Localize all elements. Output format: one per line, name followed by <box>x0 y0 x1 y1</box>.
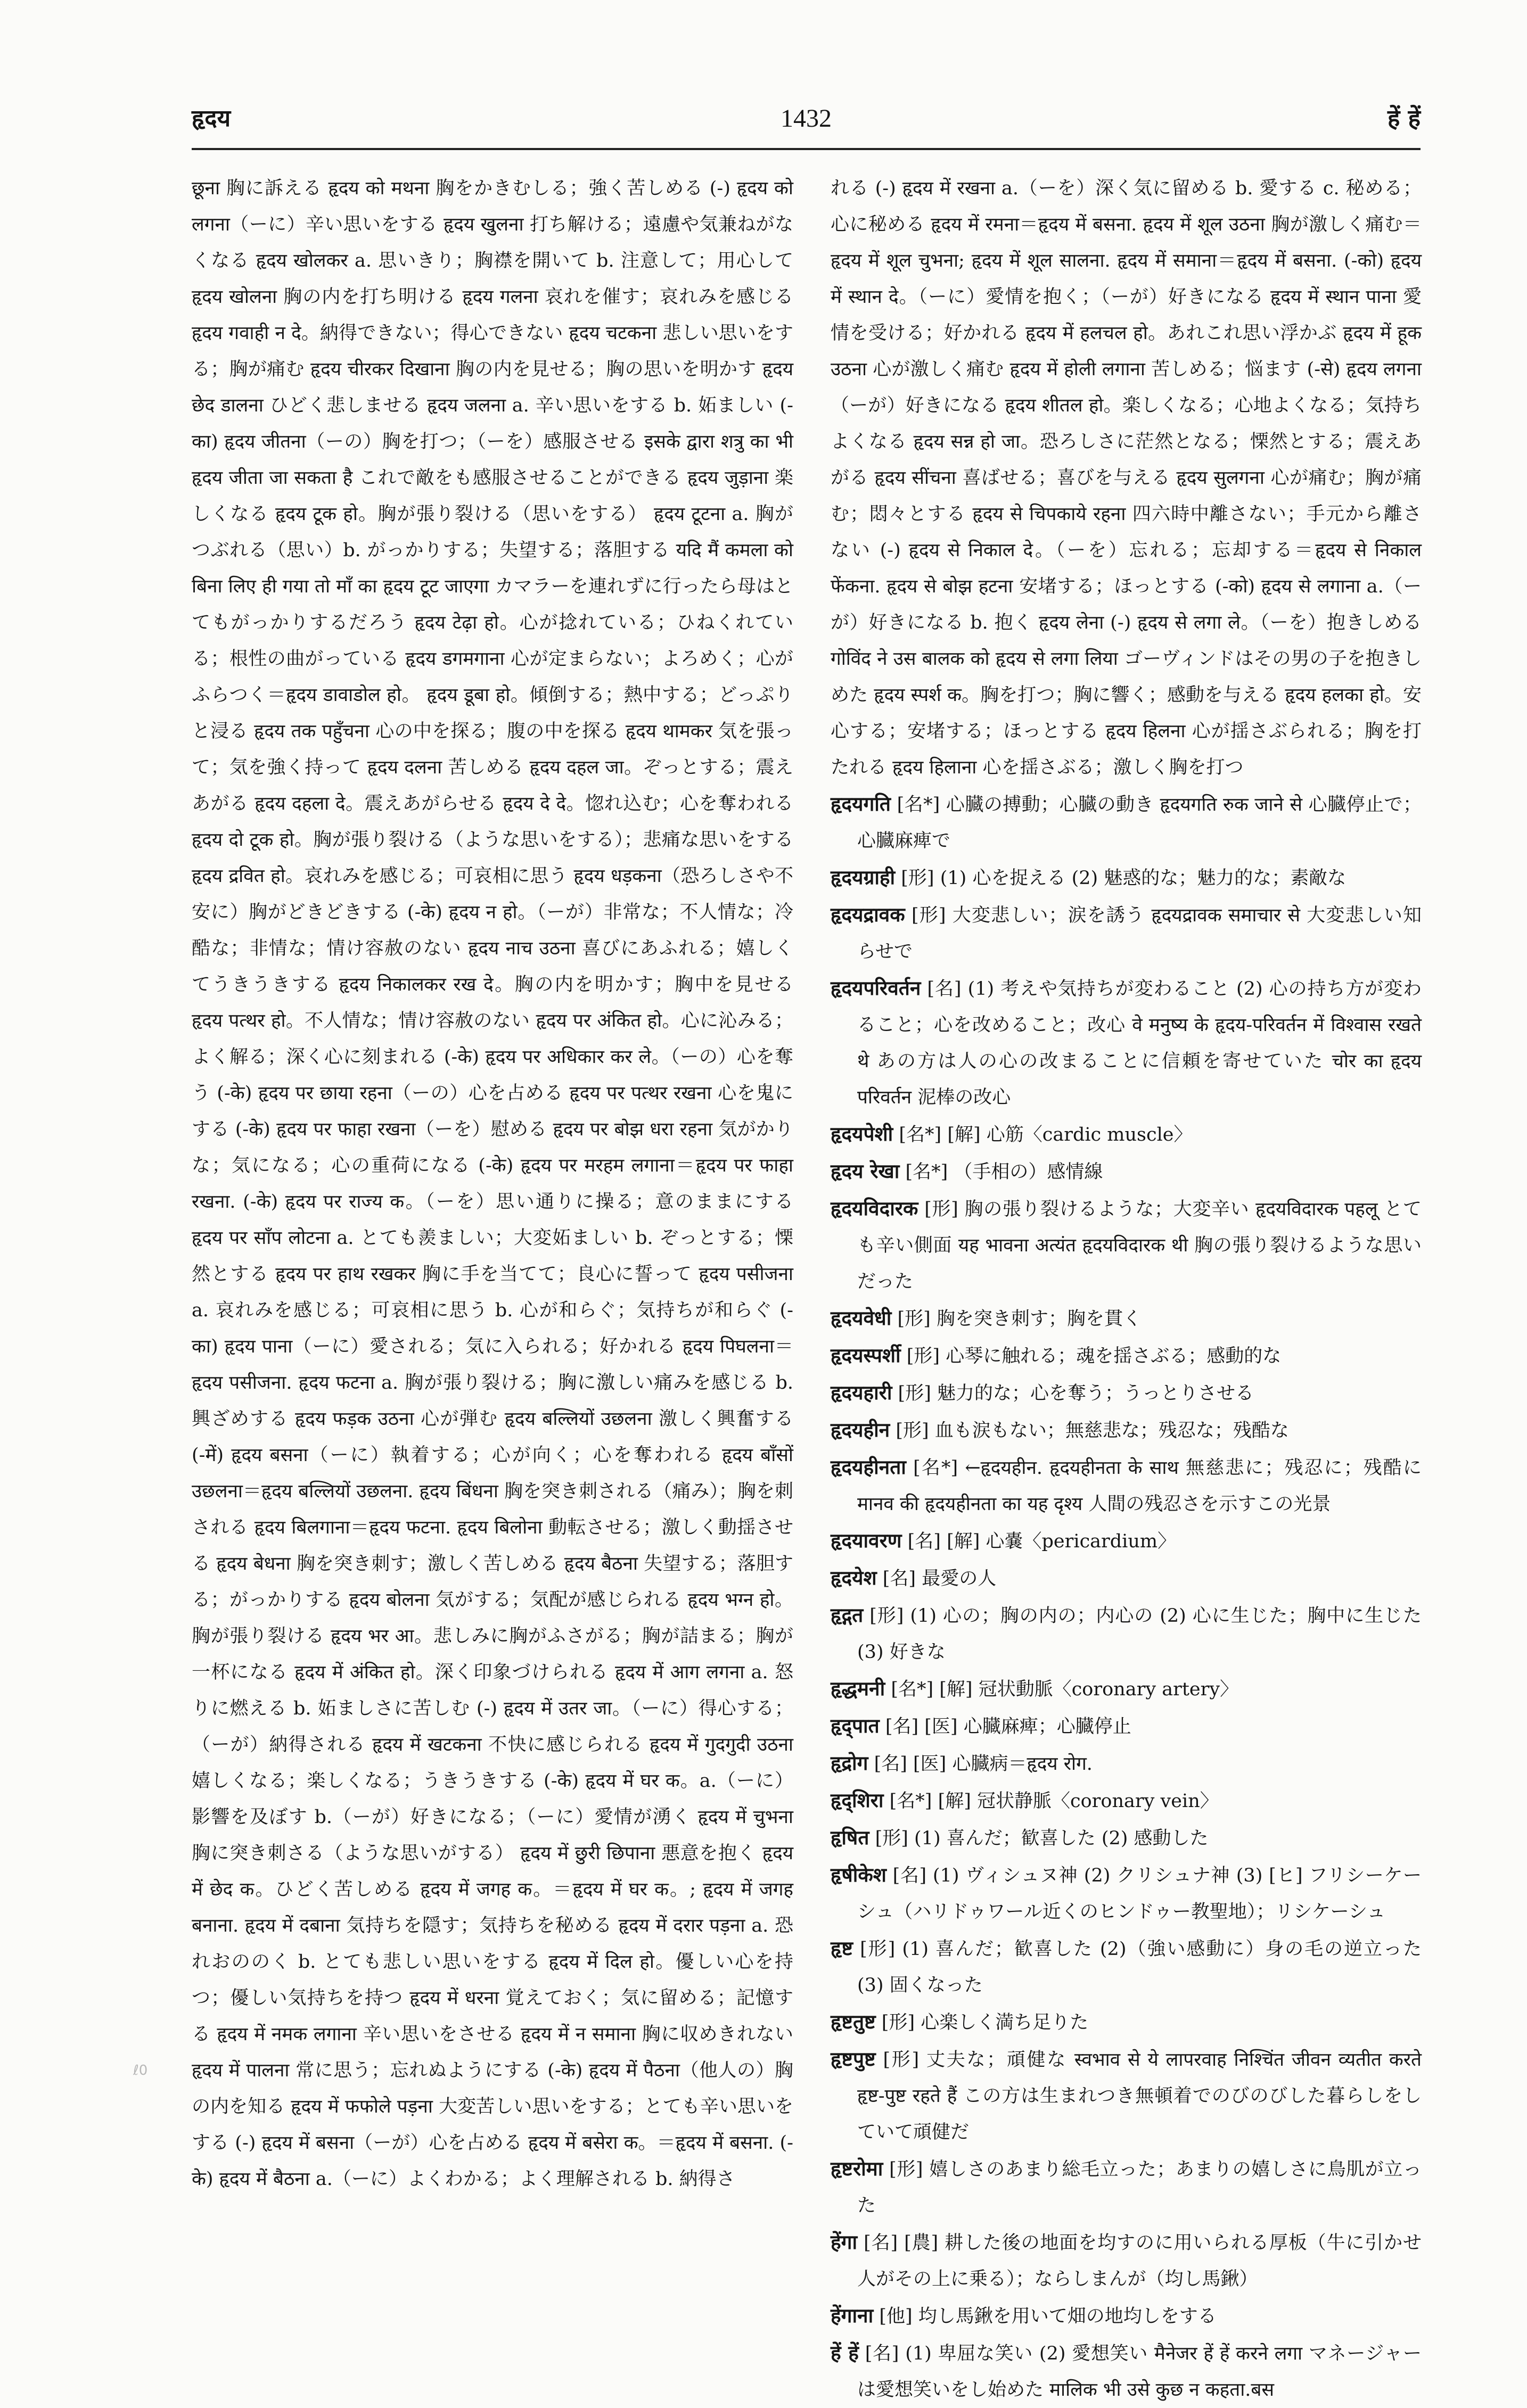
dictionary-entry <box>831 2003 1422 2041</box>
dictionary-entry <box>831 1337 1422 1374</box>
entry-part-of-speech: [名] <box>865 2343 899 2364</box>
dictionary-entry <box>831 1190 1422 1300</box>
entry-headword: हृद्धमनी <box>831 1677 885 1700</box>
right-guide-word: हें हें <box>1387 105 1421 132</box>
entry-part-of-speech: [形] <box>869 1605 904 1627</box>
entry-definition: (1) 卑屈な笑い (2) 愛想笑い मैनेजर हें हें करने लगा マネージャーは愛想笑いをし始めた मालिक भी उसे कुछ न कहता.बस <box>857 2343 1422 2401</box>
entry-definition: [解] 心筋〈cardic muscle〉 <box>947 1124 1193 1145</box>
entry-part-of-speech: [名] <box>885 1716 919 1737</box>
dictionary-entry <box>831 896 1422 970</box>
entry-definition: [解] 心嚢〈pericardium〉 <box>947 1531 1177 1552</box>
entry-headword: हृदय रेखा <box>831 1159 900 1183</box>
entry-definition: 丈夫な；頑健な स्वभाव से ये लापरवाह निश्चिंत जीवन व्यतीत करते हृष्ट-पुष्ट रहते हैं この方は生まれつき無頓着でのびのびした暮らしをしていて頑健だ <box>857 2049 1422 2143</box>
running-head <box>192 95 1421 143</box>
entry-part-of-speech: [名] <box>882 1568 916 1589</box>
margin-mark: ℓ0 <box>133 2063 148 2079</box>
entry-part-of-speech: [形] <box>897 1308 931 1330</box>
entry-part-of-speech: [形] <box>881 2012 915 2033</box>
entry-part-of-speech: [形] <box>898 1383 931 1404</box>
entry-definition: 嬉しさのあまり総毛立った；あまりの嬉しさに鳥肌が立った <box>857 2159 1422 2216</box>
dictionary-entry <box>831 1745 1422 1782</box>
entry-headword: हृद्गत <box>831 1603 864 1627</box>
entry-headword: हें हें <box>831 2341 859 2364</box>
dictionary-entry <box>831 1116 1422 1153</box>
dictionary-entry <box>831 1670 1422 1708</box>
dictionary-entry <box>831 1708 1422 1745</box>
entry-definition: 血も涙もない；無慈悲な；残忍な；残酷な <box>934 1420 1289 1441</box>
right-column <box>831 170 1422 2401</box>
entry-definition: (1) 考えや気持ちが変わること (2) 心の持ち方が変わること；心を改めること；改心 वे मनुष्य के हृदय-परिवर्तन में विश्वास रखते थे あの方は人の心の改まることに信頼を寄せていた चोर का हृदय परिवर्तन 泥棒の改心 <box>857 978 1422 1108</box>
entry-headword: हृष्टपुष्ट <box>831 2047 876 2071</box>
entry-part-of-speech: [名*] <box>897 794 940 815</box>
entry-definition: [農] 耕した後の地面を均すのに用いられる厚板（牛に引かせ人がその上に乗る）；ならしまんが（均し馬鍬） <box>857 2232 1422 2290</box>
dictionary-entry <box>831 1930 1422 2003</box>
entry-part-of-speech: [形] <box>906 1346 940 1367</box>
entry-part-of-speech: [名*] <box>913 1457 958 1479</box>
entry-headword: हृदयावरण <box>831 1529 902 1552</box>
entry-headword: हृदयस्पर्शी <box>831 1343 901 1367</box>
dictionary-entry <box>831 970 1422 1116</box>
entry-part-of-speech: [形] <box>924 1199 958 1220</box>
entry-definition: 心楽しく満ち足りた <box>921 2012 1089 2033</box>
dictionary-entry <box>831 1300 1422 1337</box>
entry-definition: （手相の）感情線 <box>954 1161 1103 1183</box>
entry-headword: हृषीकेश <box>831 1863 886 1886</box>
entry-part-of-speech: [形] <box>860 1939 896 1960</box>
entry-definition: (1) 喜んだ；歓喜した (2) 感動した <box>914 1828 1209 1849</box>
entry-headword: हृदयपेशी <box>831 1122 893 1145</box>
entry-headword: हृदयपरिवर्तन <box>831 976 921 1000</box>
entry-part-of-speech: [名*] <box>891 1679 934 1700</box>
entry-headword: हृदयेश <box>831 1566 877 1589</box>
entry-definition: (1) 心を捉える (2) 魅惑的な；魅力的な；素敵な <box>940 868 1347 889</box>
entry-headword: हृदयहीनता <box>831 1455 906 1479</box>
dictionary-entry <box>831 2335 1422 2408</box>
left-guide-word: हृदय <box>192 105 231 132</box>
entry-headword: हृदयद्रावक <box>831 903 905 926</box>
dictionary-entry <box>831 2150 1422 2224</box>
entry-headword: हेंगाना <box>831 2304 874 2327</box>
dictionary-entry <box>831 1374 1422 1412</box>
entry-part-of-speech: [形] <box>889 2159 923 2180</box>
dictionary-entry <box>831 1522 1422 1560</box>
entry-part-of-speech: [名] <box>864 2232 898 2254</box>
left-column <box>192 170 793 2190</box>
entry-part-of-speech: [形] <box>896 1420 929 1441</box>
dictionary-entry <box>831 1153 1422 1190</box>
entry-definition: 最愛の人 <box>922 1568 997 1589</box>
entry-definition: 心琴に触れる；魂を揺さぶる；感動的な <box>946 1346 1282 1367</box>
entry-part-of-speech: [名] <box>927 978 962 1000</box>
entry-headword: हृष्ट <box>831 1936 853 1960</box>
entry-part-of-speech: [名] <box>892 1865 927 1886</box>
dictionary-entry <box>831 786 1422 859</box>
entry-definition: (1) 心の；胸の内の；内心の (2) 心に生じた；胸中に生じた (3) 好きな <box>857 1605 1422 1663</box>
entry-definition: 心臓の搏動；心臓の動き हृदयगति रुक जाने से 心臓停止で；心臓麻痺で <box>857 794 1422 852</box>
entry-headword: हृदयहारी <box>831 1381 892 1404</box>
entry-definition: [解] 冠状動脈〈coronary artery〉 <box>939 1679 1239 1700</box>
entry-part-of-speech: [名] <box>907 1531 941 1552</box>
entry-headword: हृदयहीन <box>831 1418 890 1441</box>
entry-part-of-speech: [形] <box>875 1828 908 1849</box>
entry-definition: [解] 冠状静脈〈coronary vein〉 <box>938 1791 1219 1812</box>
entry-headword: हृष्टतुष्ट <box>831 2010 876 2033</box>
dictionary-entry <box>831 1857 1422 1930</box>
entry-headword: हृदयवेधी <box>831 1306 892 1330</box>
continued-entry-text: छूना 胸に訴える हृदय को मथना 胸をかきむしる；強く苦しめる (-) हृदय को लगना（ーに）辛い思いをする हृदय खुलना 打ち解ける；遠慮や気兼ねがなくなる हृदय खोलकर a. 思いきり；胸襟を開いて b. 注意して；用心して हृदय खोलना 胸の内を打ち明ける हृदय गलना 哀れを催す；哀れみを感じる हृदय गवाही न दे。納得できない；得心できない हृदय चटकना 悲しい思いをする；胸が痛む हृदय चीरकर दिखाना 胸の内を見せる；胸の思いを明かす हृदय छेद डालना ひどく悲しませる हृदय जलना a. 辛い思いをする b. 妬ましい (-का) हृदय जीतना（ーの）胸を打つ；（ーを）感服させる इसके द्वारा शत्रु का भी हृदय जीता जा सकता है これで敵をも感服させることができる हृदय जुड़ाना 楽しくなる हृदय टूक हो。胸が張り裂ける（思いをする） हृदय टूटना a. 胸がつぶれる（思い）b. がっかりする；失望する；落胆する यदि मैं कमला को बिना लिए ही गया तो माँ का हृदय टूट जाएगा カマラーを連れずに行ったら母はとてもがっかりするだろう हृदय टेढ़ा हो。心が捻れている；ひねくれている；根性の曲がっている हृदय डगमगाना 心が定まらない；よろめく；心がふらつく＝हृदय डावाडोल हो。 हृदय डूबा हो。傾倒する；熱中する；どっぷりと浸る हृदय तक पहुँचना 心の中を探る；腹の中を探る हृदय थामकर 気を張って；気を強く持って हृदय दलना 苦しめる हृदय दहल जा。ぞっとする；震えあがる हृदय दहला दे。震えあがらせる हृदय दे दे。惚れ込む；心を奪われる हृदय दो टूक हो。胸が張り裂ける（ような思いをする）；悲痛な思いをする हृदय द्रवित हो。哀れみを感じる；可哀相に思う हृदय धड़कना（恐ろしさや不安に）胸がどきどきする (-के) हृदय न हो。（ーが）非常な；不人情な；冷酷な；非情な；情け容赦のない हृदय नाच उठना 喜びにあふれる；嬉しくてうきうきする हृदय निकालकर रख दे。胸の内を明かす；胸中を見せる हृदय पत्थर हो。不人情な；情け容赦のない हृदय पर अंकित हो。心に沁みる；よく解る；深く心に刻まれる (-के) हृदय पर अधिकार कर ले。（ーの）心を奪う (-के) हृदय पर छाया रहना（ーの）心を占める हृदय पर पत्थर रखना 心を鬼にする (-के) हृदय पर फाहा रखना（ーを）慰める हृदय पर बोझ धरा रहना 気がかりな；気になる；心の重荷になる (-के) हृदय पर मरहम लगाना＝हृदय पर फाहा रखना. (-के) हृदय पर राज्य क。（ーを）思い通りに操る；意のままにする हृदय पर साँप लोटना a. とても羨ましい；大変妬ましい b. ぞっとする；慄然とする हृदय पर हाथ रखकर 胸に手を当てて；良心に誓って हृदय पसीजना a. 哀れみを感じる；可哀相に思う b. 心が和らぐ；気持ちが和らぐ (-का) हृदय पाना（ーに）愛される；気に入られる；好かれる हृदय पिघलना＝हृदय पसीजना. हृदय फटना a. 胸が張り裂ける；胸に激しい痛みを感じる b. 興ざめする हृदय फड़क उठना 心が弾む हृदय बल्लियों उछलना 激しく興奮する (-में) हृदय बसना（ーに）執着する；心が向く；心を奪われる हृदय बाँसों उछलना＝हृदय बल्लियों उछलना. हृदय बिंधना 胸を突き刺される（痛み）；胸を刺される हृदय बिलगाना＝हृदय फटना. हृदय बिलोना 動転させる；激しく動揺させる हृदय बेधना 胸を突き刺す；激しく苦しめる हृदय बैठना 失望する；落胆する；がっかりする हृदय बोलना 気がする；気配が感じられる हृदय भग्न हो。胸が張り裂ける हृदय भर आ。悲しみに胸がふさがる；胸が詰まる；胸が一杯になる हृदय में अंकित हो。深く印象づけられる हृदय में आग लगना a. 怒りに燃える b. 妬ましさに苦しむ (-) हृदय में उतर जा。（ーに）得心する；（ーが）納得される हृदय में खटकना 不快に感じられる हृदय में गुदगुदी उठना 嬉しくなる；楽しくなる；うきうきする (-के) हृदय में घर क。a.（ーに）影響を及ぼす b.（ーが）好きになる；（ーに）愛情が湧く हृदय में चुभना 胸に突き刺さる（ような思いがする） हृदय में छुरी छिपाना 悪意を抱く हृदय में छेद क。ひどく苦しめる हृदय में जगह क。＝हृदय में घर क。; हृदय में जगह बनाना. हृदय में दबाना 気持ちを隠す；気持ちを秘める हृदय में दरार पड़ना a. 恐れおののく b. とても悲しい思いをする हृदय में दिल हो。優しい心を持つ；優しい気持ちを持つ हृदय में धरना 覚えておく；気に留める；記憶する हृदय में नमक लगाना 辛い思いをさせる हृदय में न समाना 胸に収めきれない हृदय में पालना 常に思う；忘れぬようにする (-के) हृदय में पैठना（他人の）胸の内を知る हृदय में फफोले पड़ना 大変苦しい思いをする；とても辛い思いをする (-) हृदय में बसना（ーが）心を占める हृदय में बसेरा क。＝हृदय में बसना. (-के) हृदय में बैठना a.（ーに）よくわかる；よく理解される b. 納得さ <box>192 178 793 2190</box>
entry-headword: हृदयगति <box>831 792 891 815</box>
dictionary-entry <box>831 1449 1422 1522</box>
entry-list <box>831 786 1422 2408</box>
dictionary-entry <box>831 1560 1422 1597</box>
entry-headword: हृष्टरोमा <box>831 2157 883 2180</box>
entry-definition: 均し馬鍬を用いて畑の地均しをする <box>918 2306 1217 2327</box>
entry-headword: हृषित <box>831 1826 869 1849</box>
entry-definition: 胸の張り裂けるような；大変辛い हृदयविदारक पहलू とても辛い側面 यह भावना अत्यंत हृदयविदारक थी 胸の張り裂けるような思いだった <box>857 1199 1422 1292</box>
dictionary-entry <box>831 2224 1422 2297</box>
entry-definition: 大変悲しい；涙を誘う हृदयद्रावक समाचार से 大変悲しい知らせで <box>857 905 1422 962</box>
continued-entry-text: れる (-) हृदय में रखना a.（ーを）深く気に留める b. 愛する c. 秘める；心に秘める हृदय में रमना＝हृदय में बसना. हृदय में शूल उठना 胸が激しく痛む＝हृदय में शूल चुभना; हृदय में शूल सालना. हृदय में समाना＝हृदय में बसना. (-को) हृदय में स्थान दे。（ーに）愛情を抱く；（ーが）好きになる हृदय में स्थान पाना 愛情を受ける；好かれる हृदय में हलचल हो。あれこれ思い浮かぶ हृदय में हूक उठना 心が激しく痛む हृदय में होली लगाना 苦しめる；悩ます (-से) हृदय लगना（ーが）好きになる हृदय शीतल हो。楽しくなる；心地よくなる；気持ちよくなる हृदय सन्न हो जा。恐ろしさに茫然となる；慄然とする；震えあがる हृदय सींचना 喜ばせる；喜びを与える हृदय सुलगना 心が痛む；胸が痛む；悶々とする हृदय से चिपकाये रहना 四六時中離さない；手元から離さない (-) हृदय से निकाल दे。（ーを）忘れる；忘却する＝हृदय से निकाल फेंकना. हृदय से बोझ हटना 安堵する；ほっとする (-को) हृदय से लगाना a.（ーが）好きになる b. 抱く हृदय लेना (-) हृदय से लगा ले。（ーを）抱きしめる गोविंद ने उस बालक को हृदय से लगा लिया ゴーヴィンドはその男の子を抱きしめた हृदय स्पर्श क。胸を打つ；胸に響く；感動を与える हृदय हलका हो。安心する；安堵する；ほっとする हृदय हिलना 心が揺さぶられる；胸を打たれる हृदय हिलाना 心を揺さぶる；激しく胸を打つ <box>831 178 1422 778</box>
entry-part-of-speech: [形] <box>901 868 934 889</box>
entry-headword: हृद्शिरा <box>831 1788 884 1812</box>
entry-definition: 魅力的な；心を奪う；うっとりさせる <box>937 1383 1254 1404</box>
entry-part-of-speech: [名*] <box>899 1124 942 1145</box>
entry-definition: (1) 喜んだ；歓喜した (2)（強い感動に）身の毛の逆立った (3) 固くなった <box>857 1939 1422 1996</box>
page-number: 1432 <box>781 104 832 133</box>
entry-headword: हृदयविदारक <box>831 1197 918 1220</box>
dictionary-entry <box>831 2041 1422 2150</box>
header-rule <box>192 148 1421 150</box>
dictionary-entry <box>831 1597 1422 1670</box>
entry-part-of-speech: [形] <box>883 2049 920 2071</box>
entry-part-of-speech: [名] <box>874 1753 907 1775</box>
entry-part-of-speech: [名*] <box>905 1161 948 1183</box>
entry-definition: 胸を突き刺す；胸を貫く <box>936 1308 1142 1330</box>
entry-part-of-speech: [名*] <box>889 1791 932 1812</box>
entry-part-of-speech: [形] <box>911 905 946 926</box>
entry-headword: हृद्रोग <box>831 1751 868 1775</box>
entry-definition: [医] 心臓麻痺；心臓停止 <box>924 1716 1131 1737</box>
dictionary-entry <box>831 859 1422 896</box>
dictionary-entry <box>831 1782 1422 1819</box>
entry-definition: ←हृदयहीन. हृदयहीनता के साथ 無慈悲に；残忍に；残酷に मानव की हृदयहीनता का यह दृश्य 人間の残忍さを示すこの光景 <box>857 1457 1422 1515</box>
dictionary-entry <box>831 2297 1422 2335</box>
dictionary-entry <box>831 1819 1422 1857</box>
entry-headword: हृद्पात <box>831 1714 880 1737</box>
entry-definition: (1) ヴィシュヌ神 (2) クリシュナ神 (3) [ヒ] フリシーケーシュ（ハリドゥワール近くのヒンドゥー教聖地）；リシケーシュ <box>857 1865 1422 1923</box>
entry-part-of-speech: [他] <box>879 2306 913 2327</box>
entry-headword: हृदयग्राही <box>831 865 896 889</box>
dictionary-entry <box>831 1412 1422 1449</box>
entry-definition: [医] 心臓病＝हृदय रोग. <box>913 1753 1093 1775</box>
entry-headword: हेंगा <box>831 2230 858 2254</box>
